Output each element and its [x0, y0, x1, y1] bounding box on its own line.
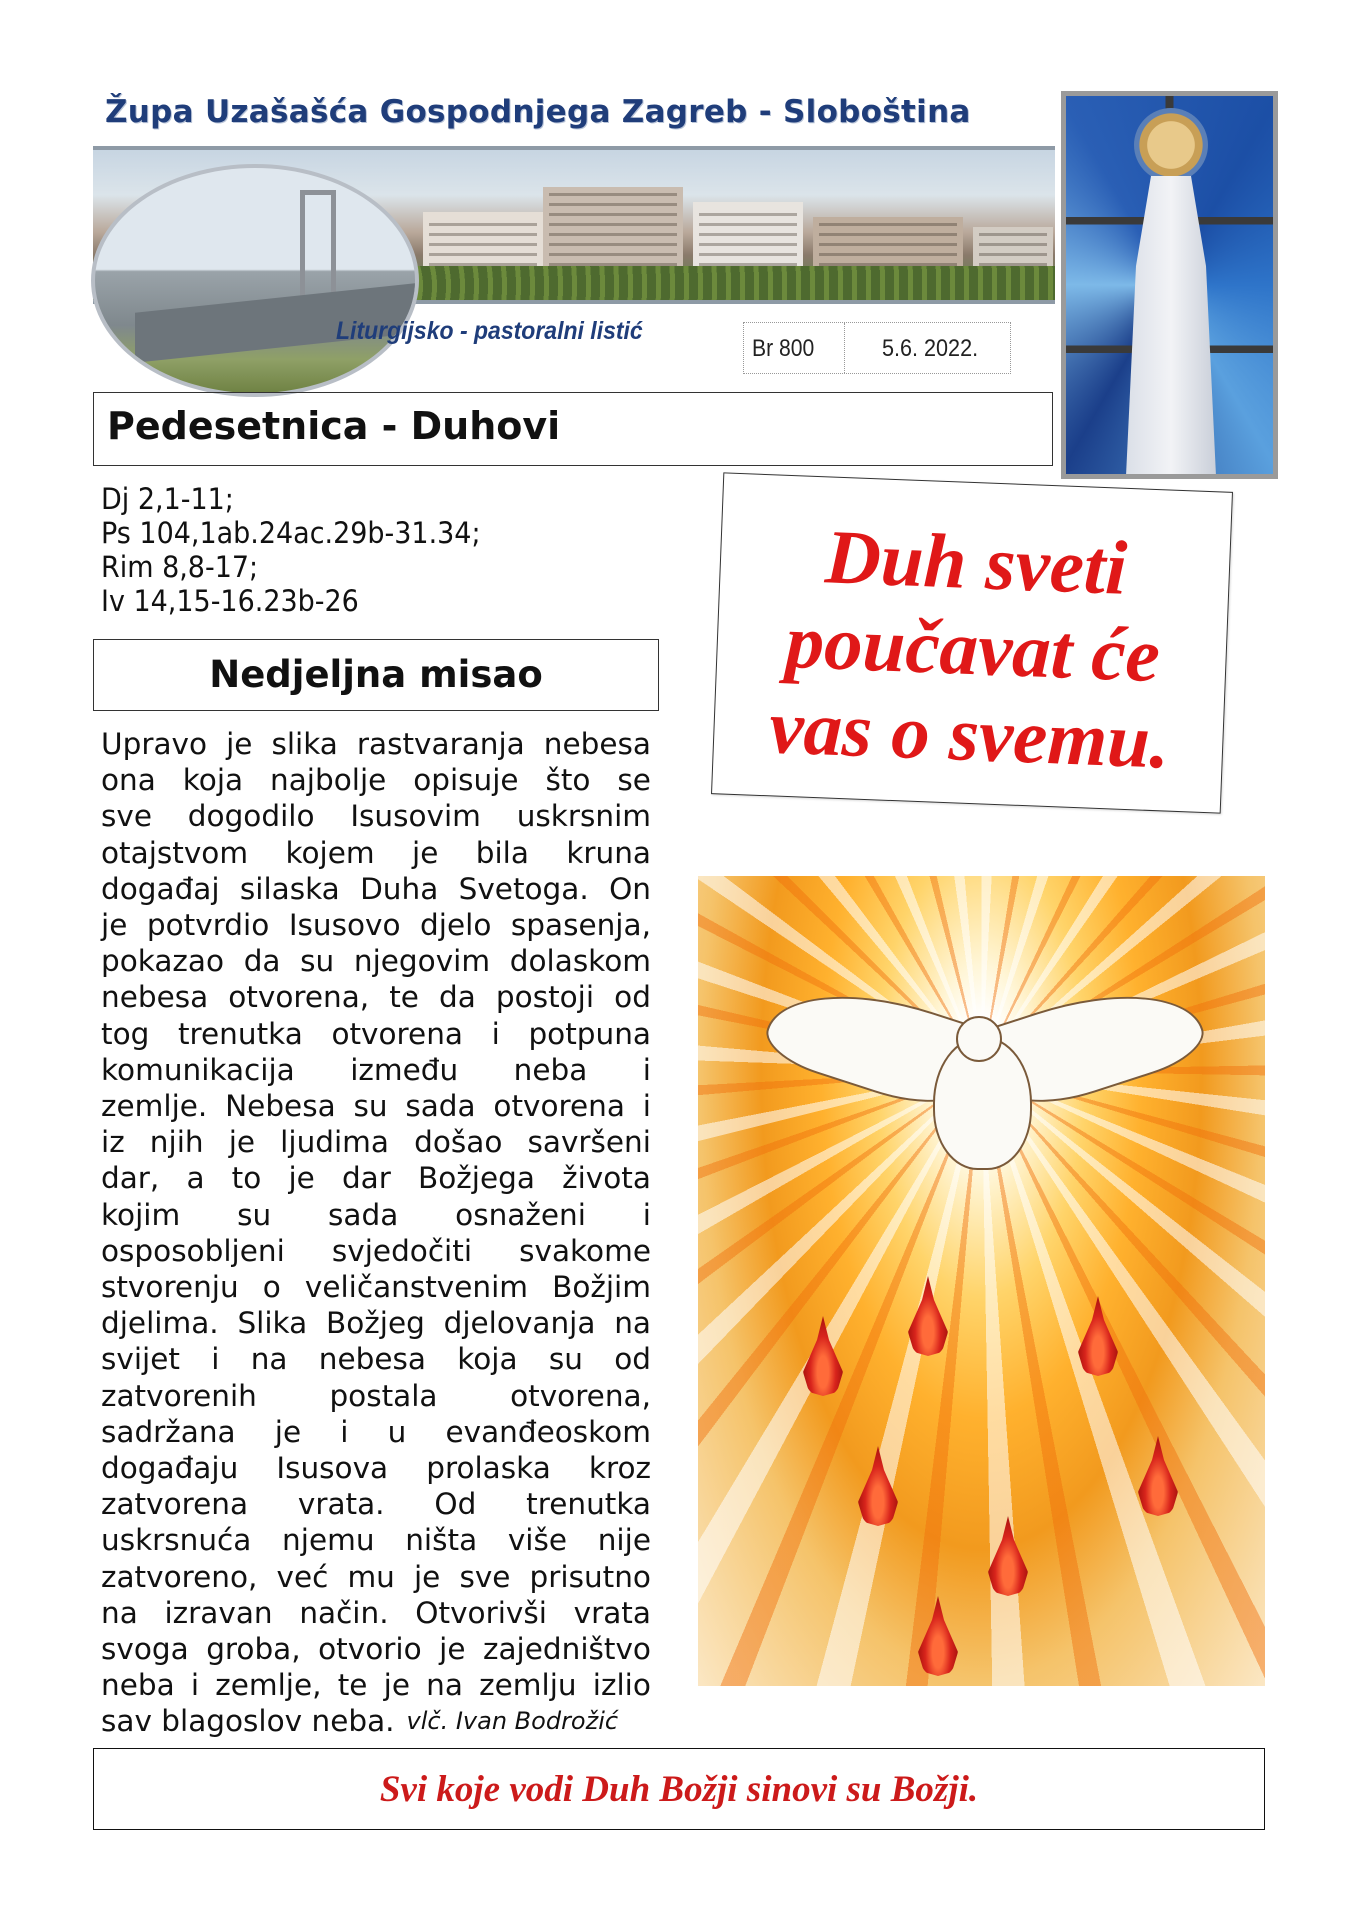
issue-info-box — [743, 322, 1011, 374]
light-rays — [698, 876, 1265, 1686]
footer-verse-box — [93, 1748, 1265, 1830]
author-signature: vlč. Ivan Bodrožić — [406, 1707, 619, 1736]
reflection-heading: Nedjeljna misao — [209, 653, 543, 696]
footer-verse: Svi koje vodi Duh Božji sinovi su Božji. — [379, 1769, 979, 1810]
halo — [1134, 108, 1208, 182]
text-line: na izravan način. Otvorivši vrata — [101, 1595, 651, 1630]
issue-date: 5.6. 2022. — [882, 335, 979, 362]
text-line: sadržana je i u evanđeoskom — [101, 1414, 651, 1449]
header-banner — [93, 94, 1058, 388]
quote-card — [711, 472, 1233, 813]
text-line: Upravo je slika rastvaranja nebesa — [101, 727, 651, 761]
parish-title: Župa Uzašašća Gospodnjega Zagreb - Sloboština — [105, 94, 971, 130]
text-line: zemlje. Nebesa su sada otvorena i — [101, 1089, 651, 1124]
text-line: je potvrdio Isusovo djelo spasenja, — [101, 908, 651, 943]
text-line: kojim su sada osnaženi i — [101, 1197, 651, 1232]
stained-glass-image — [1061, 91, 1278, 479]
text-line: zatvorena vrata. Od trenutka — [101, 1487, 651, 1522]
feast-title-box — [93, 392, 1053, 466]
text-line: događaj silaska Duha Svetoga. On — [101, 871, 651, 906]
text-line: svijet i na nebesa koja su od — [101, 1342, 651, 1377]
text-line: uskrsnuća njemu ništa više nije — [101, 1523, 651, 1558]
quote-line: vas o svemu. — [768, 683, 1171, 785]
church-photo-oval — [91, 164, 419, 397]
text-line: zatvorenih postala otvorena, — [101, 1378, 651, 1413]
text-line: dar, a to je dar Božjega života — [101, 1161, 651, 1196]
text-line: otajstvom kojem je bila kruna — [101, 835, 651, 870]
text-line: sve dogodilo Isusovim uskrsnim — [101, 799, 651, 834]
text-line: pokazao da su njegovim dolaskom — [101, 944, 651, 979]
text-line: djelima. Slika Božjeg djelovanja na — [101, 1306, 651, 1341]
holy-spirit-painting — [698, 876, 1265, 1686]
reflection-heading-box — [93, 639, 659, 711]
text-line: osposobljeni svjedočiti svakome — [101, 1233, 651, 1268]
readings-list — [101, 482, 509, 618]
text-line: komunikacija između neba i — [101, 1052, 651, 1087]
quote-text — [733, 510, 1213, 786]
christ-figure — [1121, 176, 1221, 476]
text-line: događaju Isusova prolaska kroz — [101, 1451, 651, 1486]
issue-divider — [844, 323, 845, 373]
text-line: zatvoreno, već mu je sve prisutno — [101, 1559, 651, 1594]
text-line: ona koja najbolje opisuje što se — [101, 763, 651, 798]
issue-number: Br 800 — [752, 335, 815, 362]
text-line: iz njih je ljudima došao savršeni — [101, 1125, 651, 1160]
quote-line: Duh sveti — [823, 513, 1129, 611]
text-line: nebesa otvorena, te da postoji od — [101, 980, 651, 1015]
bulletin-subtitle: Liturgijsko - pastoralni listić — [336, 317, 643, 345]
feast-title: Pedesetnica - Duhovi — [107, 404, 561, 448]
reading-item: Ps 104,1ab.24ac.29b-31.34; — [101, 516, 481, 550]
text-line: tog trenutka otvorena i potpuna — [101, 1016, 651, 1051]
reflection-text — [101, 726, 651, 1740]
text-line: neba i zemlje, te je na zemlju izlio — [101, 1668, 651, 1703]
reading-item: Rim 8,8-17; — [101, 550, 259, 584]
quote-line: poučavat će — [784, 597, 1162, 699]
text-line: svoga groba, otvorio je zajedništvo — [101, 1632, 651, 1667]
reading-item: Dj 2,1-11; — [101, 482, 234, 516]
dove-head — [956, 1016, 1002, 1062]
trees — [343, 266, 1055, 300]
text-line-last — [101, 1703, 651, 1739]
reading-item: Iv 14,15-16.23b-26 — [101, 584, 359, 618]
text-line: stvorenju o veličanstvenim Božjim — [101, 1270, 651, 1305]
text-line-end: sav blagoslov neba. — [101, 1704, 395, 1739]
